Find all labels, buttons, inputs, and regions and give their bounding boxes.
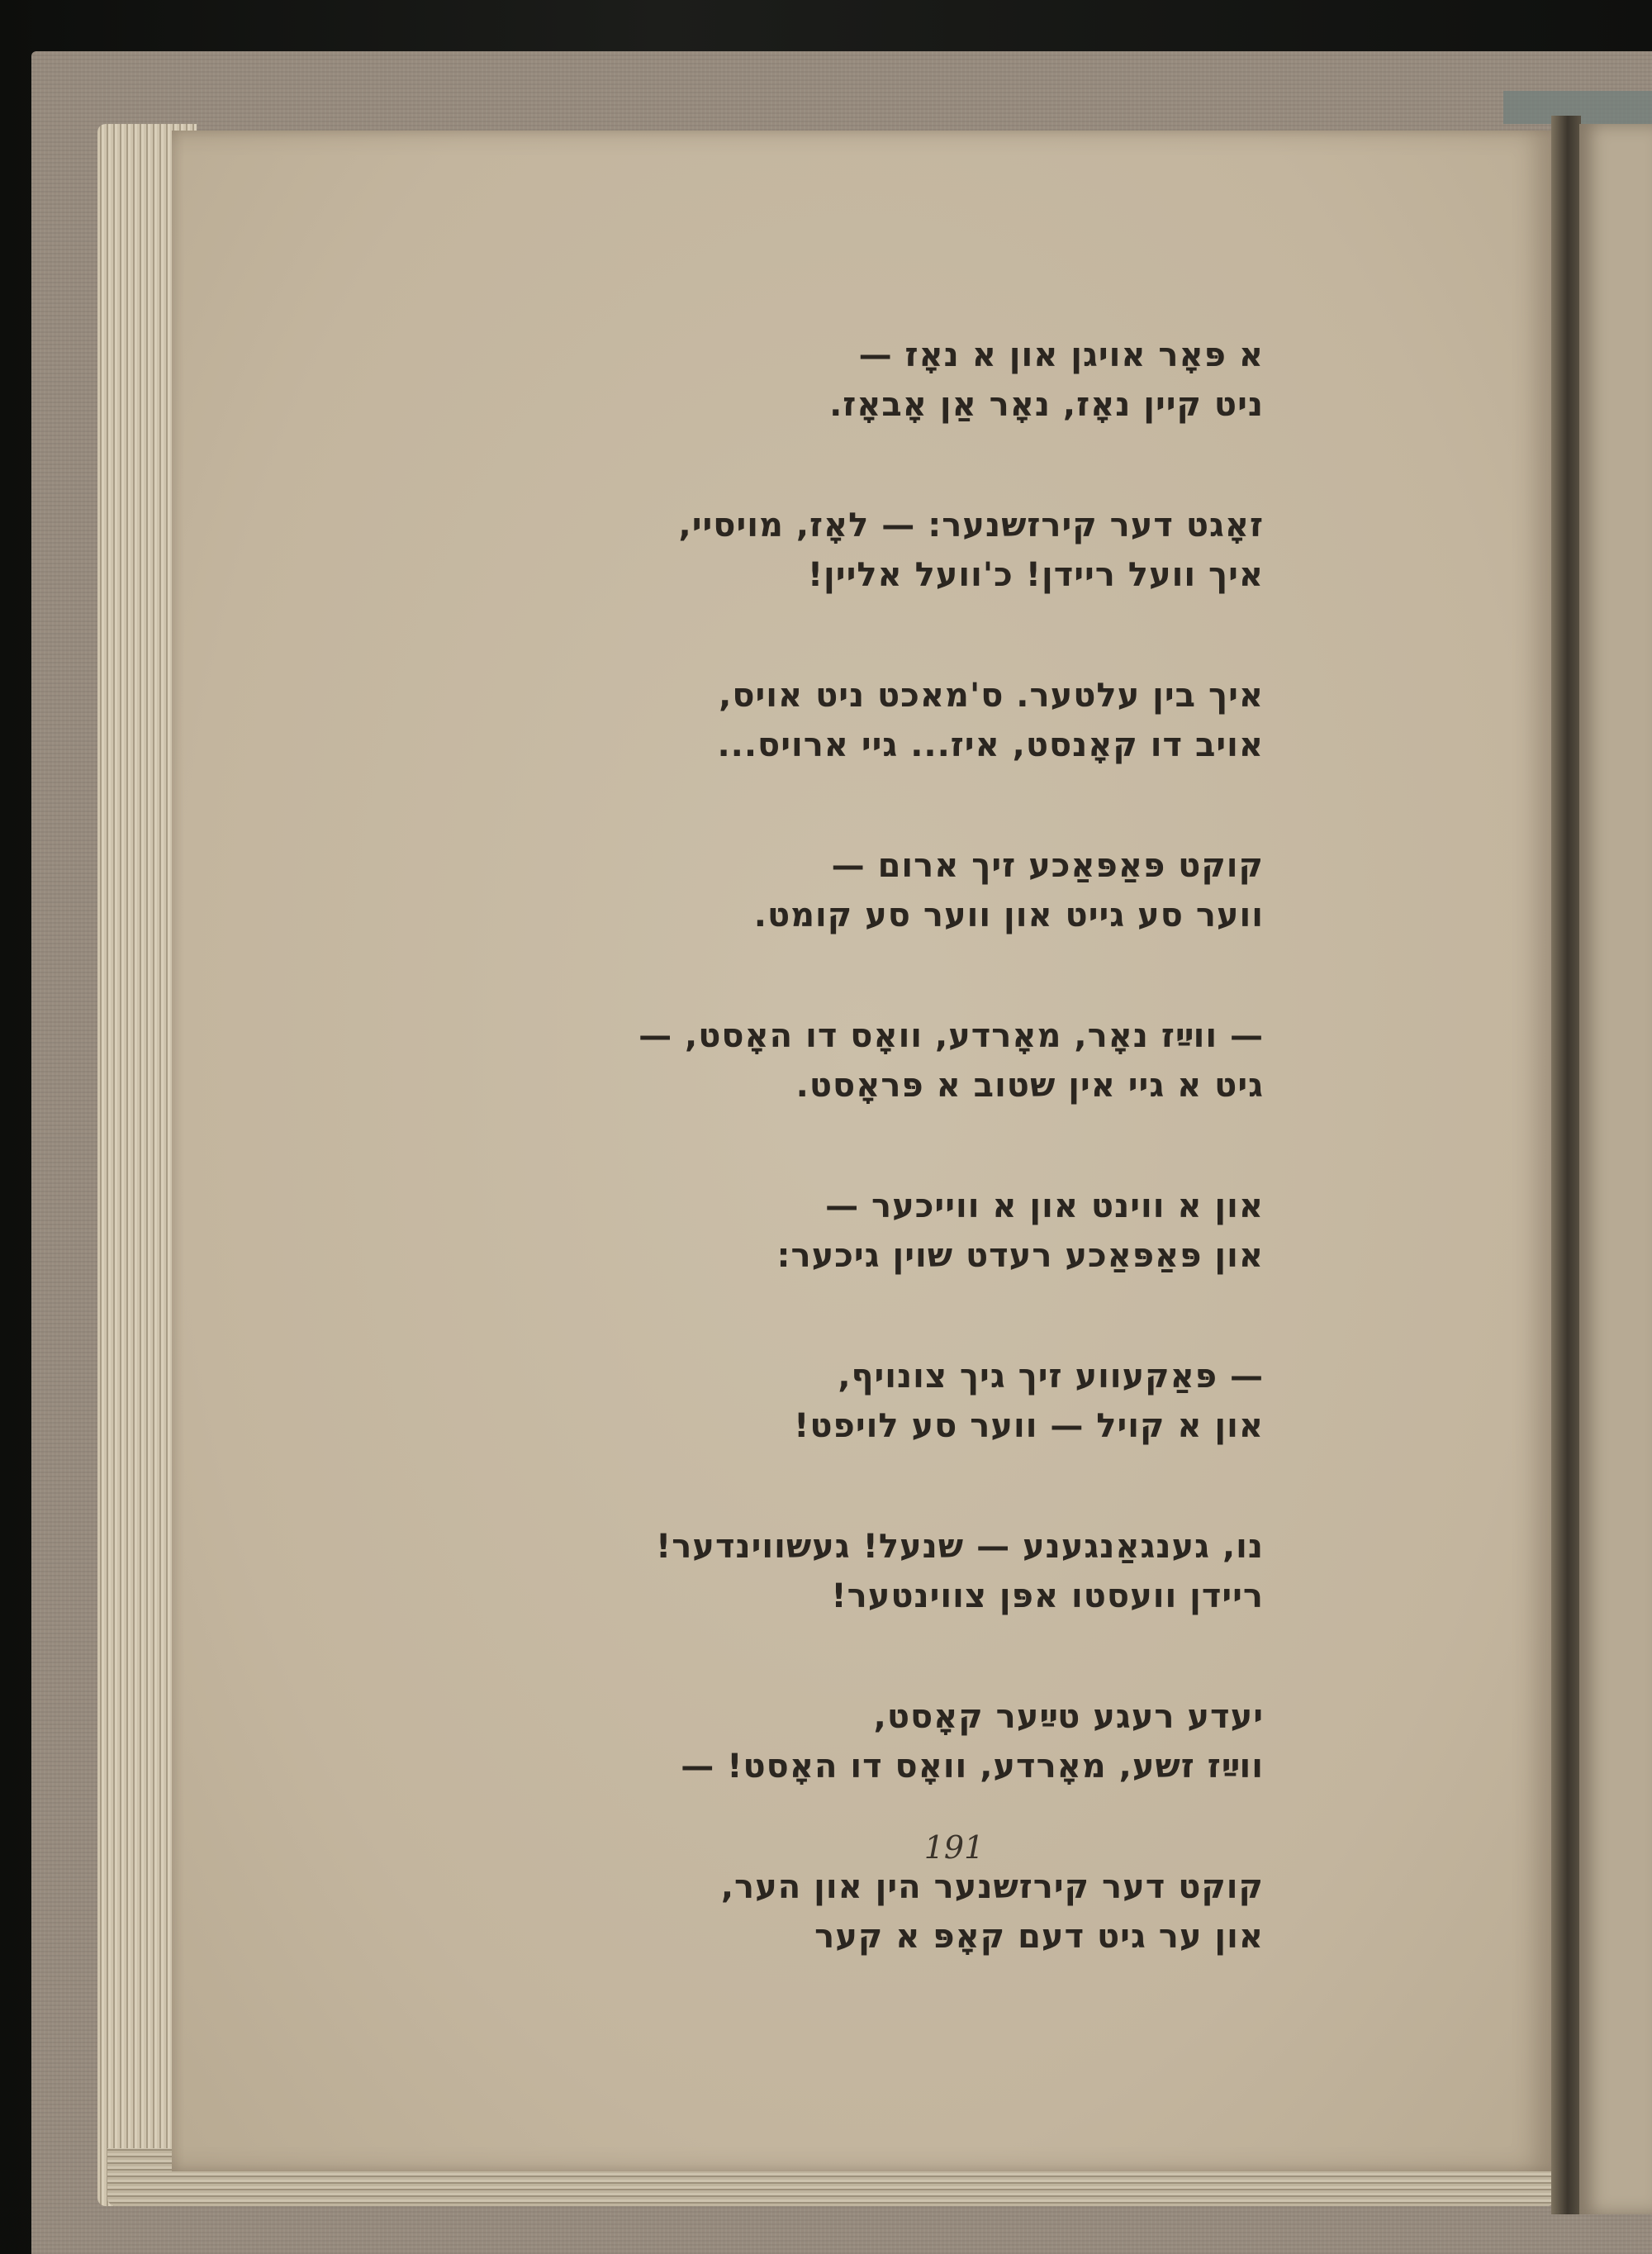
stanza: [578, 1862, 1264, 1962]
poem-line: יעדע רעגע טײַער קאָסט,: [873, 1698, 1264, 1736]
poem-line: איך וועל ריידן! כ'וועל אליין!: [807, 556, 1264, 594]
poem-line: נו, גענגאַנגענע — שנעל! געשווינדער!: [655, 1528, 1264, 1566]
poem-line: — ווײַז נאָר, מאָרדע, וואָס דו האָסט, —: [638, 1017, 1264, 1055]
page-number: 191: [923, 1829, 985, 1866]
poem-line: קוקט דער קירזשנער הין און הער,: [720, 1868, 1264, 1906]
poem-line: ריידן וועסטו אפּן צווינטער!: [831, 1577, 1264, 1615]
poem-line: ווײַז זשע, מאָרדע, וואָס דו האָסט! —: [681, 1748, 1264, 1786]
stanza: [578, 1522, 1264, 1621]
poem-line: ווער סע גייט און ווער סע קומט.: [753, 896, 1264, 934]
poem-line: און ער גיט דעם קאָפּ א קער: [814, 1918, 1264, 1956]
stanza: [578, 1182, 1264, 1281]
stanza: [578, 1692, 1264, 1791]
stanza: [578, 330, 1264, 430]
poem-line: — פּאַקעווע זיך גיך צונויף,: [838, 1358, 1264, 1396]
poem-line: א פּאָר אויגן און א נאָז —: [858, 336, 1264, 374]
poem-line: ניט קיין נאָז, נאָר אַן אָבאָז.: [829, 386, 1264, 424]
poem-line: גיט א גיי אין שטוב א פּראָסט.: [795, 1067, 1264, 1105]
book-gutter: [1551, 116, 1581, 2214]
stanza: [578, 501, 1264, 600]
stanza: [578, 841, 1264, 940]
facing-page-edge: [1579, 124, 1652, 2214]
poem-line: קוקט פּאַפּאַכע זיך ארום —: [831, 847, 1264, 885]
poem-line: און א ווינט און א ווייכער —: [825, 1187, 1264, 1225]
poem-line: און פּאַפּאַכע רעדט שוין גיכער:: [776, 1237, 1264, 1275]
poem-text: [578, 330, 1264, 2033]
poem-line: זאָגט דער קירזשנער: — לאָז, מויסיי,: [678, 506, 1264, 544]
poem-line: איך בין עלטער. ס'מאכט ניט אויס,: [719, 677, 1264, 715]
poem-line: און א קויל — ווער סע לויפט!: [794, 1407, 1264, 1445]
stanza: [578, 671, 1264, 770]
stanza: [578, 1011, 1264, 1110]
stanza: [578, 1352, 1264, 1451]
poem-line: אויב דו קאָנסט, איז... גיי ארויס...: [717, 726, 1264, 764]
